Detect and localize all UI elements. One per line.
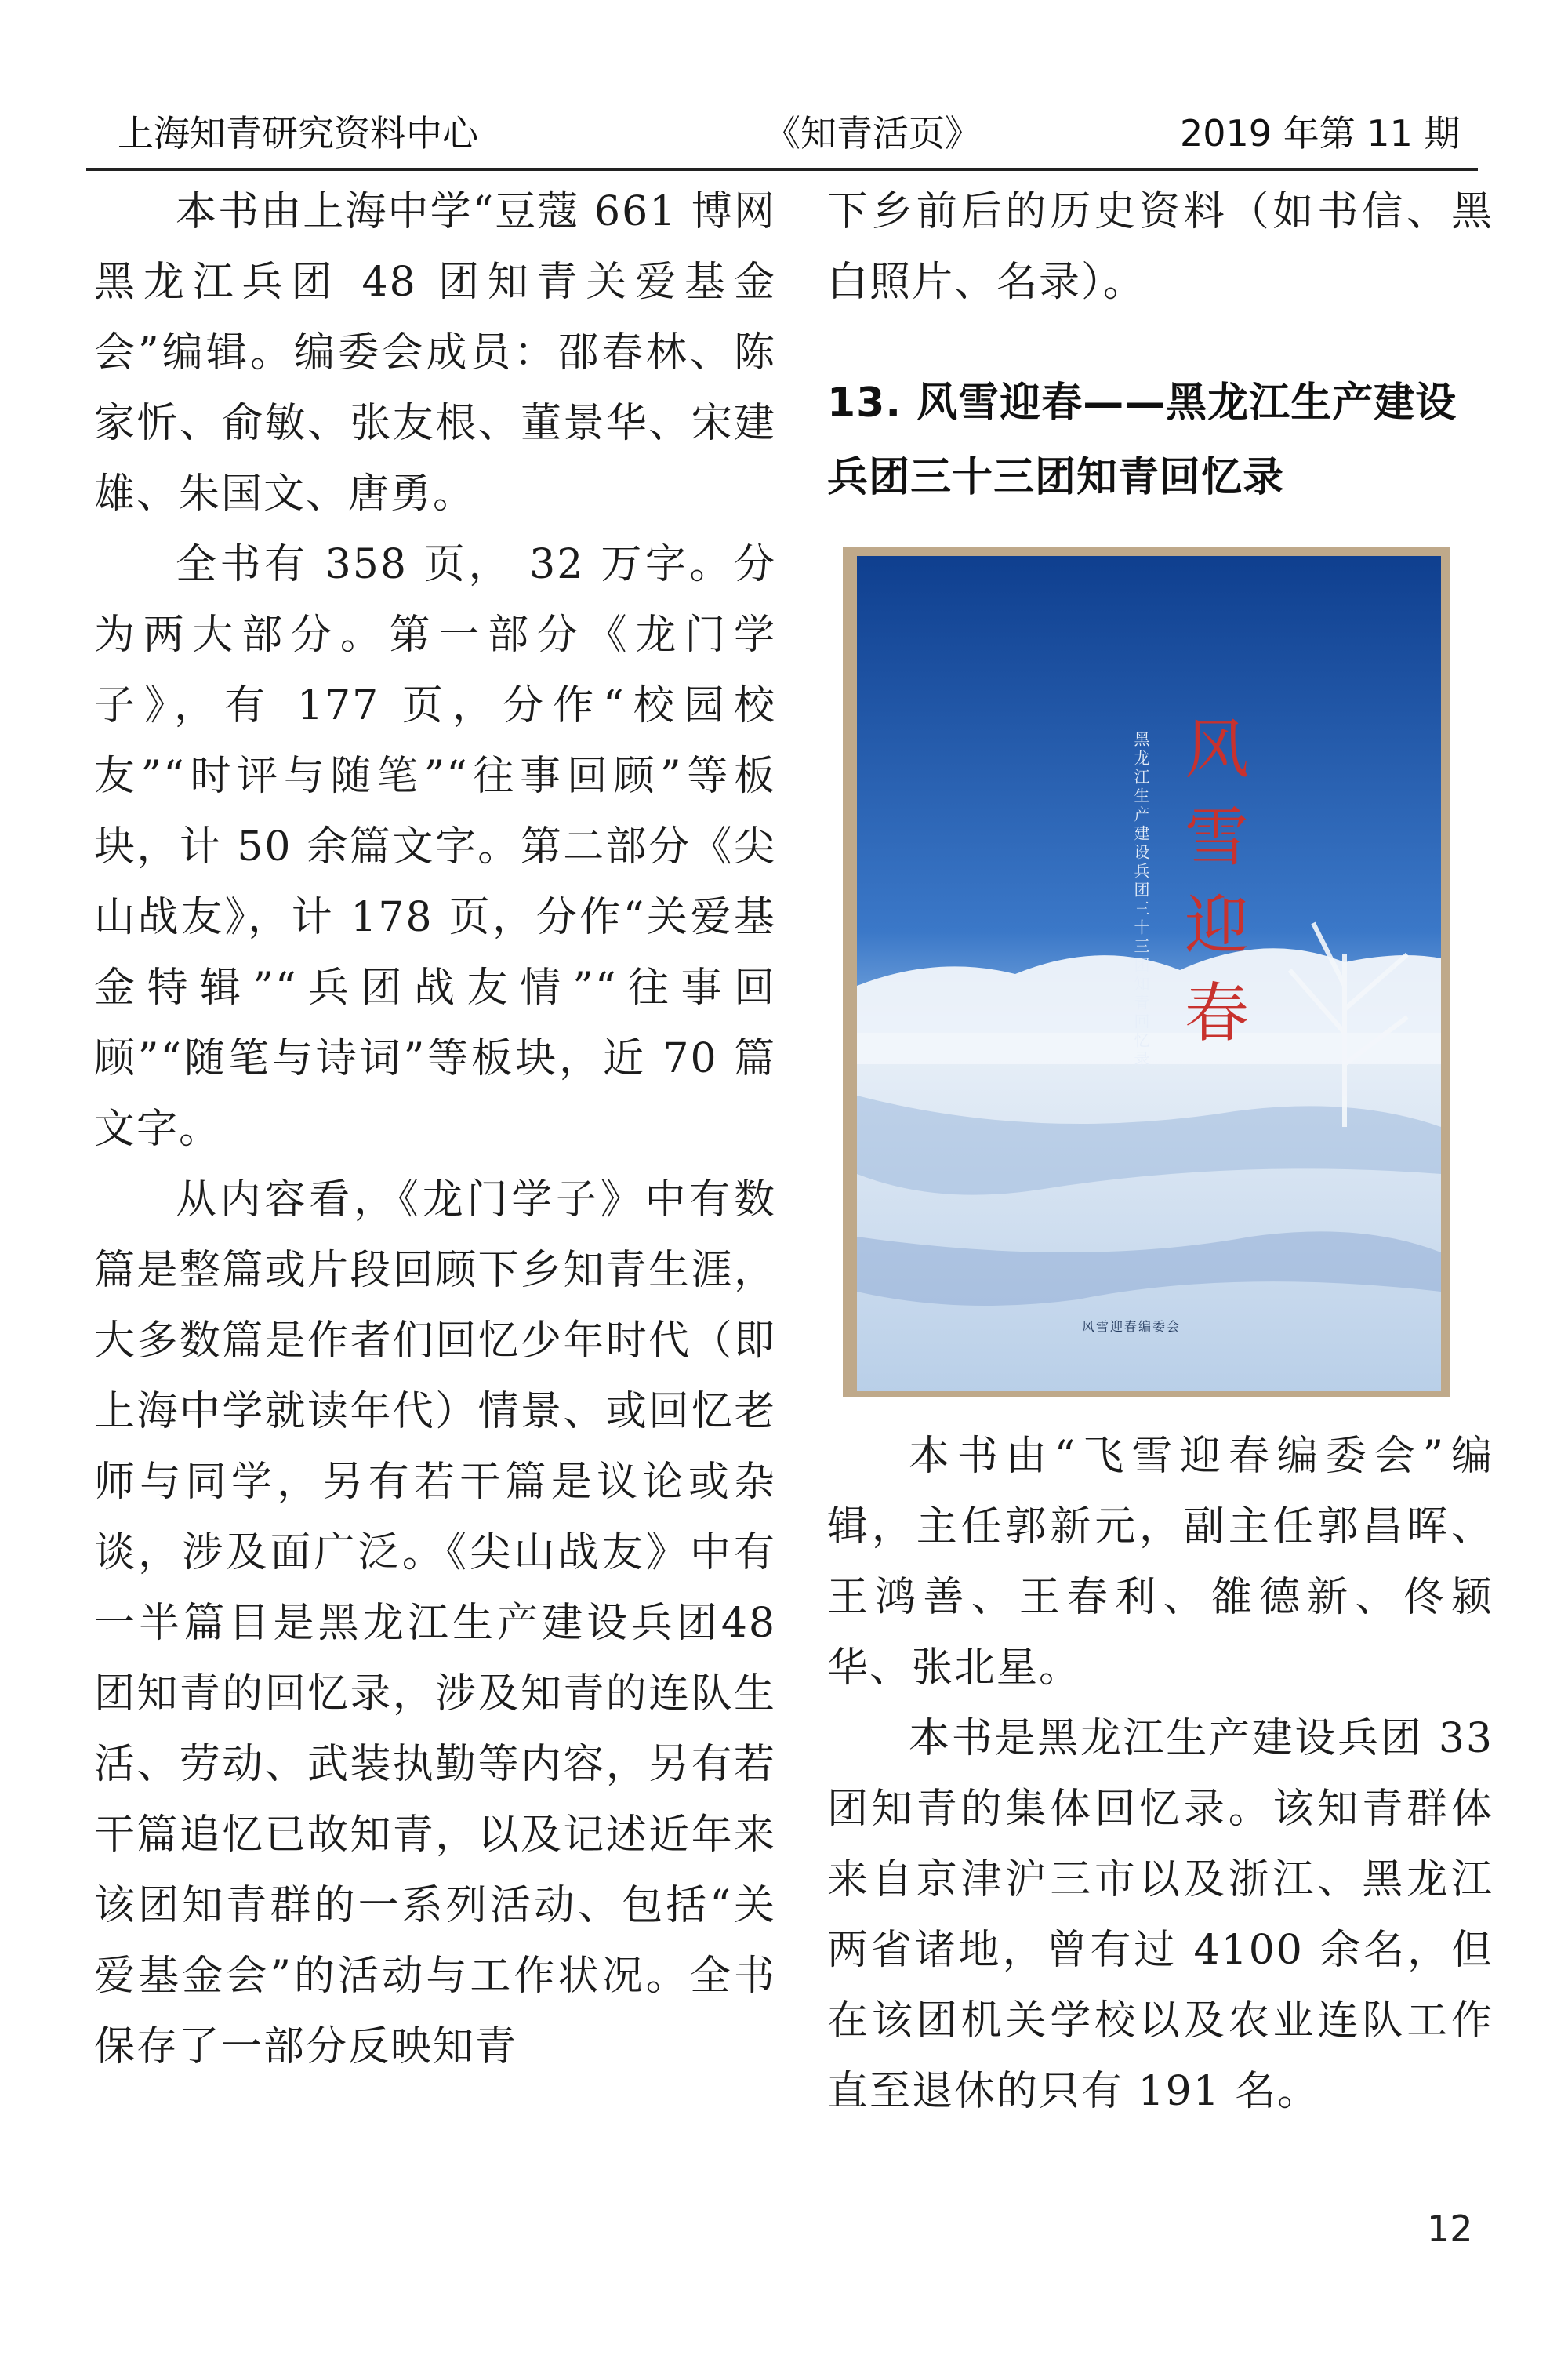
section-title: 13. 风雪迎春——黑龙江生产建设兵团三十三团知青回忆录	[827, 380, 1457, 501]
cover-snowfield	[857, 1033, 1441, 1391]
header-publisher: 上海知青研究资料中心	[118, 112, 478, 154]
book-cover-image	[843, 547, 1450, 1397]
cover-title: 风雪迎春	[1174, 715, 1249, 1067]
paragraph: 全书有 358 页， 32 万字。分为两大部分。第一部分《龙门学子》，有 177 页，分作“校园校友”“时评与随笔”“往事回顾”等板块，计 50 余篇文字。第二部分《尖山战友》，计 178 页，分作“关爱基金特辑”“兵团战友情”“往事回顾”“随笔与诗词”等板块，近 70 篇文字。	[94, 541, 776, 1153]
header-issue: 2019 年第 11 期	[1180, 112, 1461, 154]
left-column	[94, 176, 776, 2082]
page-number: 12	[1427, 2208, 1473, 2250]
paragraph-continued: 下乡前后的历史资料（如书信、黑白照片、名录）。	[827, 188, 1494, 306]
header-journal-title: 《知青活页》	[764, 112, 981, 154]
paragraph: 本书是黑龙江生产建设兵团 33 团知青的集体回忆录。该知青群体来自京津沪三市以及浙江、黑龙江两省诸地，曾有过 4100 余名，但在该团机关学校以及农业连队工作直至退休的只有 191 名。	[827, 1715, 1494, 2115]
right-column	[827, 176, 1494, 2127]
paragraph: 本书由上海中学“豆蔻 661 博网 黑龙江兵团 48 团知青关爱基金会”编辑。编委会成员：邵春林、陈家忻、俞敏、张友根、董景华、宋建雄、朱国文、唐勇。	[94, 188, 776, 518]
page-header	[86, 102, 1482, 165]
header-divider	[86, 168, 1478, 171]
paragraph: 从内容看，《龙门学子》中有数篇是整篇或片段回顾下乡知青生涯，大多数篇是作者们回忆少年时代（即上海中学就读年代）情景、或回忆老师与同学，另有若干篇是议论或杂谈，涉及面广泛。《尖山战友》中有一半篇目是黑龙江生产建设兵团48团知青的回忆录，涉及知青的连队生活、劳动、武装执勤等内容，另有若干篇追忆已故知青，以及记述近年来该团知青群的一系列活动、包括“关爱基金会”的活动与工作状况。全书保存了一部分反映知青	[94, 1176, 776, 2070]
paragraph: 本书由“飞雪迎春编委会”编辑，主任郭新元，副主任郭昌晖、王鸿善、王春利、雒德新、佟颍华、张北星。	[827, 1433, 1494, 1692]
book-cover-illustration	[843, 547, 1450, 1397]
cover-subtitle: 黑龙江生产建设兵团三十三团知青回忆录	[1131, 731, 1150, 1070]
cover-publisher: 风雪迎春编委会	[1082, 1319, 1181, 1334]
